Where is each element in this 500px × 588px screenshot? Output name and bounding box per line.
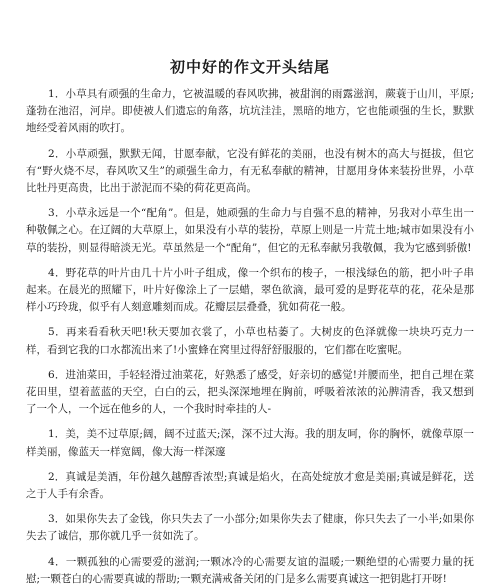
document-title: 初中好的作文开头结尾 <box>169 58 330 76</box>
paragraph: 4．野花草的叶片由几十片小叶子组成，像一个织布的梭子，一根浅绿色的筋，把小叶子串起来。在晨光的照耀下，叶片好像涂上了一层蜡，翠色欲滴，最可爱的是野花草的花，花朵是那样小巧玲珑，似乎有人刻意雕刻而成。花瓣层层叠叠，犹如荷花一般。 <box>26 266 474 314</box>
paragraph: 2．小草顽强，默默无闻，甘愿奉献，它没有鲜花的美丽，也没有树木的高大与挺拔，但它有“野火烧不尽，春风吹又生”的顽强生命力，有无私奉献的精神，甘愿用身体来装扮世界，小草比牡丹更高贵，比出于淤泥而不染的荷花更高尚。 <box>26 147 474 195</box>
paragraph: 6．进油菜田，手轻轻滑过油菜花，好熟悉了感受，好亲切的感觉!并腰而坐，把自己埋在菜花田里，望着蓝蓝的天空，白白的云，把头深深地埋在胸前，呼吸着浓浓的沁脾清香，我又想到了一个人，一个远在他乡的人，一个我时时牵挂的人- <box>26 368 474 416</box>
paragraph: 1．小草具有顽强的生命力，它被温暖的春风吹拂，被甜润的雨露滋润，蕨蓑于山川，平原;蓬勃在池沼，河岸。即使被人们遗忘的角落，坑坑洼洼，黑暗的地方，它也能顽强的生长，默默地经受着风雨的吹打。 <box>26 88 474 135</box>
paragraph: 3．如果你失去了金钱，你只失去了一小部分;如果你失去了健康，你只失去了一小半;如果你失去了诚信，那你就几乎一贫如洗了。 <box>26 513 474 543</box>
paragraph: 1．美，美不过草原;阔，阔不过蓝天;深，深不过大海。我的朋友呵，你的胸怀，就像草原一样美丽，像蓝天一样宽阔，像大海一样深邃 <box>26 428 474 458</box>
paragraph: 2．真诚是美酒，年份越久越醇香浓型;真诚是焰火，在高处绽放才愈是美丽;真诚是鲜花，送之于人手有余香。 <box>26 470 474 501</box>
paragraph: 3．小草永远是一个“配角”。但是，她顽强的生命力与自强不息的精神，另我对小草生出一种敬佩之心。在辽阔的大草原上，如果没有小草的装扮，草原上则是一片荒土地;城市如果没有小草的装扮，则显得暗淡无光。草虽然是一个“配角”，但它的无私奉献另我敬佩，我为它感到骄傲! <box>26 207 474 254</box>
paragraph: 5．再来看看秋天吧!秋天要加衣裳了，小草也枯萎了。大树皮的色泽就像一块块巧克力一样，看到它我的口水都流出来了!小蜜蜂在窝里过得舒舒服服的，它们都在吃蜜呢。 <box>26 326 474 356</box>
paragraph: 4．一颗孤独的心需要爱的滋润;一颗冰冷的心需要友谊的温暖;一颗绝望的心需要力量的抚慰;一颗苍白的心需要真诚的帮助;一颗充满戒备关闭的门是多么需要真诚这一把钥匙打开呀! <box>26 555 474 585</box>
